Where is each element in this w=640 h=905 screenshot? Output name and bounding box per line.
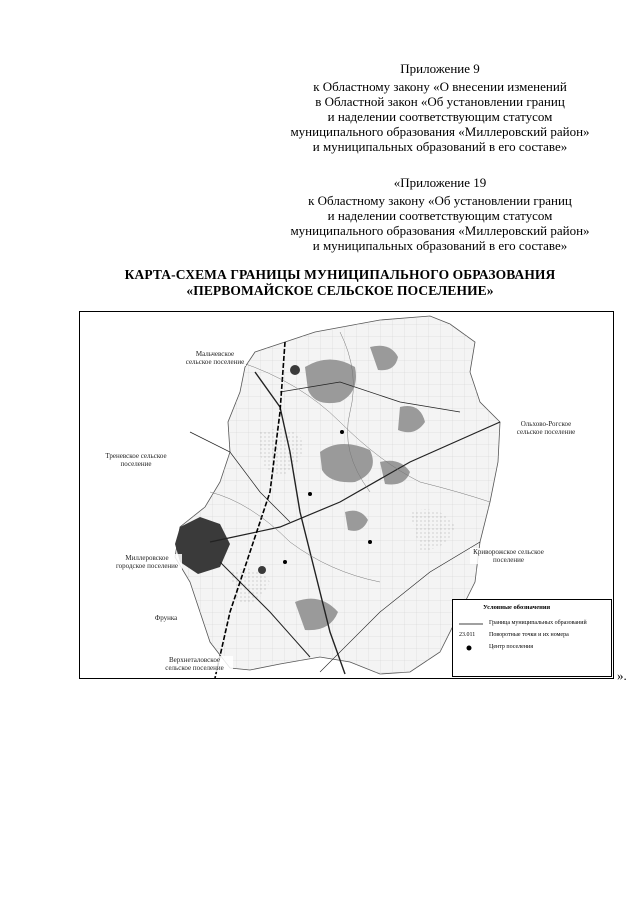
map-frame	[79, 311, 614, 679]
appendix-19-title: «Приложение 19	[393, 175, 487, 190]
appendix-19-header	[270, 175, 610, 253]
closing-quote: ».	[617, 668, 627, 683]
appendix-19-line: муниципального образования «Миллеровский район»	[290, 223, 590, 238]
appendix-9-line: в Областной закон «Об установлении границ	[315, 94, 565, 109]
map-label-millerovskoe: Миллеровское городское поселение	[112, 554, 182, 570]
appendix-19-line: и наделении соответствующим статусом	[327, 208, 553, 223]
appendix-19-line: и муниципальных образований в его составе»	[312, 238, 568, 253]
center-dot-icon	[459, 644, 483, 652]
appendix-9-line: и наделении соответствующим статусом	[327, 109, 553, 124]
legend-title: Условные обозначения	[483, 604, 551, 611]
appendix-9-title: Приложение 9	[400, 61, 480, 76]
appendix-9-line: к Областному закону «О внесении изменений	[313, 79, 567, 94]
map-title-line-2: «ПЕРВОМАЙСКОЕ СЕЛЬСКОЕ ПОСЕЛЕНИЕ»	[186, 283, 494, 298]
map-label-treshchevskoe: Треневское сельское поселение	[105, 452, 167, 468]
map-label-krivorozhskoe: Криворожское сельское поселение	[470, 548, 547, 564]
boundary-line-icon	[459, 620, 483, 628]
map-label-olhovo-rogskoe: Ольхово-Рогское сельское поселение	[510, 420, 582, 436]
appendix-19-line: к Областному закону «Об установлении границ	[308, 193, 572, 208]
map-legend	[452, 599, 612, 677]
map-title-line-1: КАРТА-СХЕМА ГРАНИЦЫ МУНИЦИПАЛЬНОГО ОБРАЗОВАНИЯ	[124, 267, 556, 282]
legend-item-label: Граница муниципальных образований	[489, 620, 587, 626]
map-label-verhnetalovskoe: Верхнеталовское сельское поселение	[156, 656, 233, 672]
legend-item-label: Поворотные точки и их номера	[489, 632, 569, 638]
legend-item-turn-points	[459, 632, 609, 641]
appendix-9-line: и муниципальных образований в его составе»	[312, 139, 568, 154]
map-title	[0, 267, 640, 299]
turn-point-code: 23.011	[459, 632, 476, 638]
map-label-malchevskoe: Мальчевское сельское поселение	[185, 350, 245, 366]
appendix-9-line: муниципального образования «Миллеровский район»	[290, 124, 590, 139]
legend-item-center	[459, 644, 609, 653]
map-label-fruzhka: Фрунка	[152, 614, 180, 622]
appendix-9-header	[270, 61, 610, 154]
legend-item-label: Центр поселения	[489, 644, 534, 650]
legend-item-boundary	[459, 620, 609, 629]
